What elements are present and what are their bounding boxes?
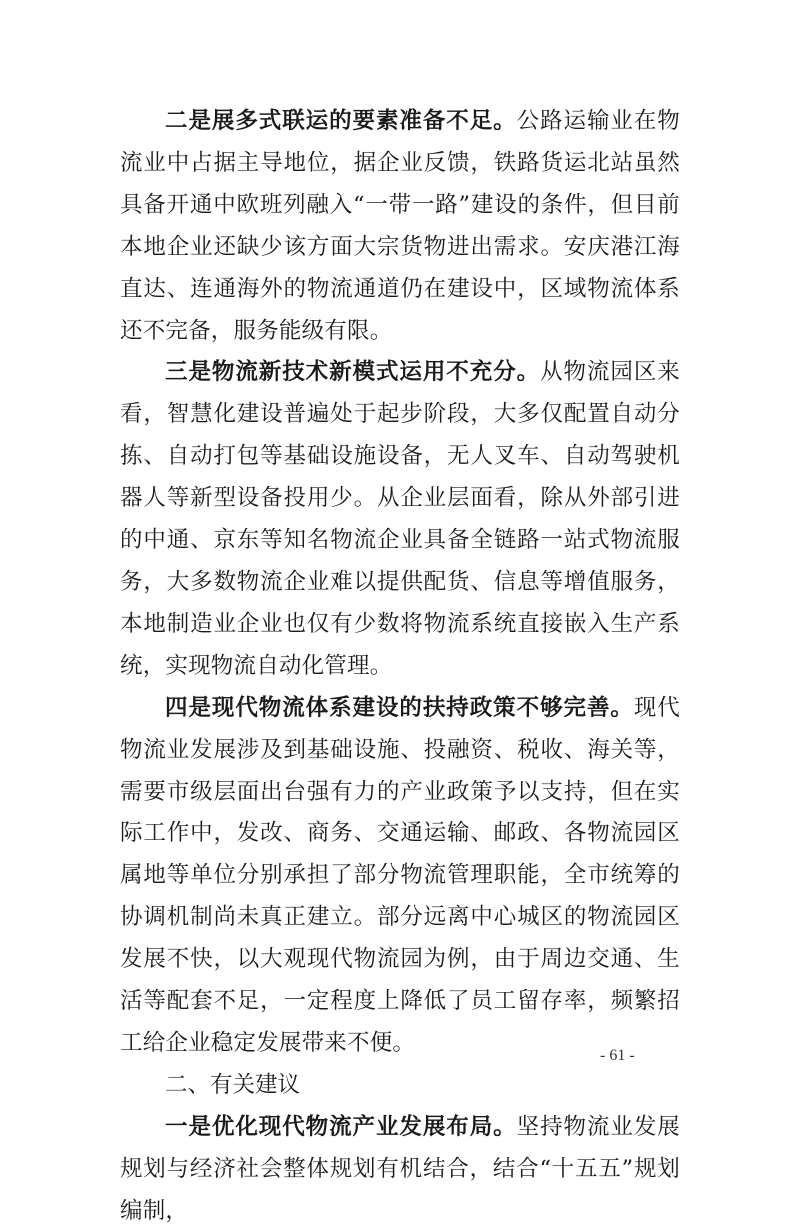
paragraph-text: 从物流园区来看，智慧化建设普遍处于起步阶段，大多仅配置自动分拣、自动打包等基础设施设备，无人叉车、自动驾驶机器人等新型设备投用少。从企业层面看，除从外部引进的中通、京东等知名物流企业具备全链路一站式物流服务，大多数物流企业难以提供配货、信息等增值服务，本地制造业企业也仅有少数将物流系统直接嵌入生产系统，实现物流自动化管理。 xyxy=(120,359,681,679)
paragraph-multimodal-transport xyxy=(120,101,680,352)
page-number: - 61 - xyxy=(600,1047,635,1064)
paragraph-text: 坚持物流业发展规划与经济社会整体规划有机结合，结合“十五五”规划编制， xyxy=(120,1113,680,1224)
paragraph-lead: 四是现代物流体系建设的扶持政策不够完善。 xyxy=(165,694,634,721)
section-heading: 二、有关建议 xyxy=(165,1071,301,1098)
paragraph-lead: 三是物流新技术新模式运用不充分。 xyxy=(165,359,541,386)
paragraph-lead: 二是展多式联运的要素准备不足。 xyxy=(165,108,517,134)
document-body xyxy=(120,101,680,1232)
paragraph-text: 现代物流业发展涉及到基础设施、投融资、税收、海关等，需要市级层面出台强有力的产业政策予以支持，但在实际工作中，发改、商务、交通运输、邮政、各物流园区属地等单位分别承担了部分物流管理职能，全市统筹的协调机制尚未真正建立。部分远离中心城区的物流园区发展不快，以大观现代物流园为例，由于周边交通、生活等配套不足，一定程度上降低了员工留存率，频繁招工给企业稳定发展带来不便。 xyxy=(120,694,680,1056)
paragraph-text: 公路运输业在物流业中占据主导地位，据企业反馈，铁路货运北站虽然具备开通中欧班列融入“一带一路”建设的条件，但目前本地企业还缺少该方面大宗货物进出需求。安庆港江海直达、连通海外的物流通道仍在建设中，区域物流体系还不完备，服务能级有限。 xyxy=(120,108,680,344)
paragraph-lead: 一是优化现代物流产业发展布局。 xyxy=(165,1113,517,1140)
paragraph-new-technology xyxy=(120,352,680,687)
paragraph-optimize-layout xyxy=(120,1107,680,1232)
paragraph-support-policy xyxy=(120,688,680,1065)
